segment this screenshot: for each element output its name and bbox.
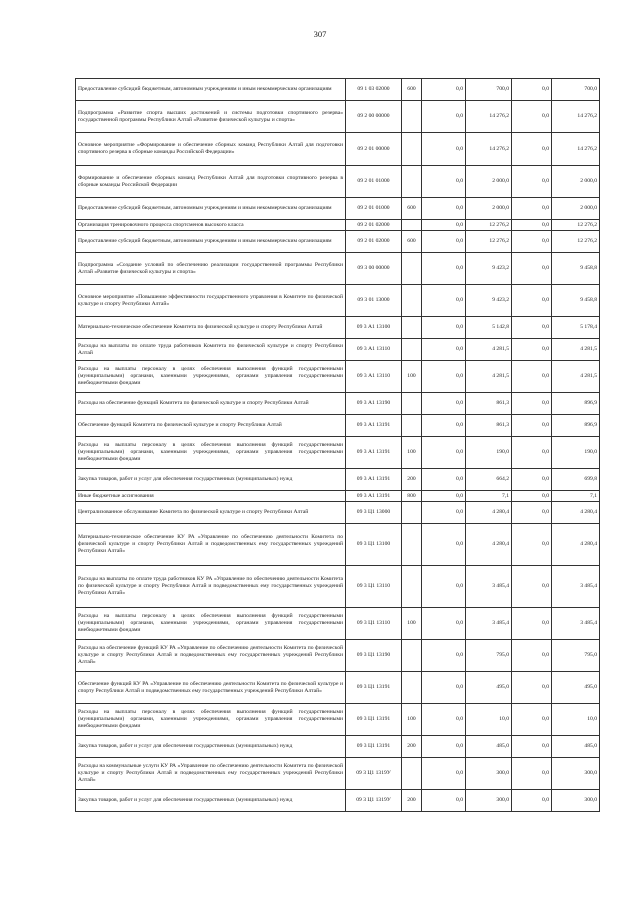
row-value-cell: 699,8 — [552, 469, 600, 491]
row-value-cell: 0,0 — [422, 166, 466, 198]
row-value-cell: 9 423,2 — [466, 253, 512, 285]
row-expense-type-cell: 100 — [402, 608, 422, 640]
row-value-cell: 0,0 — [512, 640, 552, 672]
row-name-cell: Основное мероприятие «Повышение эффективности государственного управления в Комитете по физической культуре и спорту Республики Алтай» — [76, 285, 346, 317]
row-expense-type-cell — [402, 566, 422, 608]
row-name-cell: Подпрограмма «Создание условий по обеспечению реализации государственной программы Республики Алтай «Развитие физической культуры и спорта» — [76, 253, 346, 285]
row-value-cell: 0,0 — [422, 704, 466, 736]
row-code-cell: 09 3 Ц1 13190 — [346, 640, 402, 672]
row-name-cell: Расходы на выплаты по оплате труда работников КУ РА «Управление по обеспечению деятельности Комитета по физической культуре и спорту Республики Алтай и подведомственных ему государственных учреждений Республики Алтай» — [76, 566, 346, 608]
row-value-cell: 2 000,0 — [552, 166, 600, 198]
table-row — [76, 608, 600, 640]
row-expense-type-cell — [402, 758, 422, 790]
row-value-cell: 0,0 — [422, 79, 466, 101]
row-code-cell: 09 2 00 00000 — [346, 101, 402, 133]
row-code-cell: 09 2 01 02000 — [346, 220, 402, 231]
row-expense-type-cell — [402, 393, 422, 415]
row-value-cell: 795,0 — [466, 640, 512, 672]
row-name-cell: Материально-техническое обеспечение Комитета по физической культуре и спорту Республики Алтай — [76, 317, 346, 339]
row-name-cell: Материально-техническое обеспечение КУ РА «Управление по обеспечению деятельности Комитета по физической культуре и спорту Республики Алтай и подведомственных ему государственных учреждений Республики Алтай» — [76, 524, 346, 566]
row-value-cell: 861,3 — [466, 393, 512, 415]
row-name-cell: Расходы на выплаты по оплате труда работников Комитета по физической культуре и спорту Республики Алтай — [76, 339, 346, 361]
row-code-cell: 09 3 А1 13191 — [346, 437, 402, 469]
row-name-cell: Централизованное обслуживание Комитета по физической культуре и спорту Республики Алтай — [76, 502, 346, 524]
row-value-cell: 0,0 — [512, 79, 552, 101]
row-value-cell: 0,0 — [512, 285, 552, 317]
row-name-cell: Подпрограмма «Развитие спорта высших достижений и системы подготовки спортивного резерва» государственной программы Республики Алтай «Развитие физической культуры и спорта» — [76, 101, 346, 133]
row-value-cell: 12 276,2 — [466, 220, 512, 231]
table-row — [76, 640, 600, 672]
table-row — [76, 566, 600, 608]
row-value-cell: 485,0 — [552, 736, 600, 758]
row-value-cell: 12 276,2 — [552, 231, 600, 253]
table-row — [76, 437, 600, 469]
row-value-cell: 0,0 — [422, 672, 466, 704]
row-code-cell: 09 3 Ц1 1319У — [346, 790, 402, 812]
row-expense-type-cell: 800 — [402, 491, 422, 502]
row-expense-type-cell — [402, 502, 422, 524]
table-row — [76, 220, 600, 231]
table-row — [76, 790, 600, 812]
row-name-cell: Предоставление субсидий бюджетным, автономным учреждениям и иным некоммерческим организациям — [76, 79, 346, 101]
row-code-cell: 09 3 Ц1 13100 — [346, 524, 402, 566]
row-value-cell: 10,0 — [552, 704, 600, 736]
row-code-cell: 09 1 03 02000 — [346, 79, 402, 101]
budget-table — [75, 78, 600, 812]
row-value-cell: 0,0 — [422, 415, 466, 437]
row-value-cell: 0,0 — [512, 704, 552, 736]
table-row — [76, 231, 600, 253]
table-row — [76, 469, 600, 491]
row-value-cell: 0,0 — [422, 285, 466, 317]
row-code-cell: 09 3 А1 13110 — [346, 339, 402, 361]
row-value-cell: 485,0 — [466, 736, 512, 758]
row-value-cell: 0,0 — [422, 101, 466, 133]
row-value-cell: 2 000,0 — [552, 198, 600, 220]
row-expense-type-cell — [402, 415, 422, 437]
row-code-cell: 09 2 01 00000 — [346, 133, 402, 166]
table-row — [76, 198, 600, 220]
row-value-cell: 0,0 — [422, 640, 466, 672]
row-value-cell: 0,0 — [422, 790, 466, 812]
row-value-cell: 7,1 — [466, 491, 512, 502]
row-value-cell: 12 276,2 — [552, 220, 600, 231]
row-code-cell: 09 3 Ц1 13110 — [346, 566, 402, 608]
row-value-cell: 0,0 — [512, 361, 552, 393]
row-expense-type-cell: 200 — [402, 469, 422, 491]
row-value-cell: 3 485,4 — [466, 608, 512, 640]
row-code-cell: 09 2 01 02000 — [346, 231, 402, 253]
row-value-cell: 0,0 — [422, 361, 466, 393]
row-value-cell: 0,0 — [512, 101, 552, 133]
row-name-cell: Закупка товаров, работ и услуг для обеспечения государственных (муниципальных) нужд — [76, 736, 346, 758]
row-value-cell: 0,0 — [512, 220, 552, 231]
row-name-cell: Расходы на коммунальные услуги КУ РА «Управление по обеспечению деятельности Комитета по физической культуре и спорту Республики Алтай и подведомственных ему государственных учреждений Республики Алтай» — [76, 758, 346, 790]
row-value-cell: 0,0 — [512, 166, 552, 198]
row-expense-type-cell: 600 — [402, 231, 422, 253]
row-expense-type-cell — [402, 166, 422, 198]
row-value-cell: 0,0 — [512, 672, 552, 704]
row-value-cell: 14 276,2 — [466, 101, 512, 133]
row-value-cell: 10,0 — [466, 704, 512, 736]
row-value-cell: 0,0 — [422, 502, 466, 524]
row-value-cell: 0,0 — [422, 253, 466, 285]
row-expense-type-cell — [402, 672, 422, 704]
row-expense-type-cell: 200 — [402, 790, 422, 812]
row-value-cell: 4 280,4 — [552, 524, 600, 566]
table-row — [76, 339, 600, 361]
row-expense-type-cell — [402, 285, 422, 317]
row-value-cell: 2 000,0 — [466, 198, 512, 220]
row-code-cell: 09 3 А1 13191 — [346, 491, 402, 502]
table-row — [76, 393, 600, 415]
row-code-cell: 09 3 А1 13190 — [346, 393, 402, 415]
row-value-cell: 0,0 — [512, 415, 552, 437]
row-code-cell: 09 3 00 00000 — [346, 253, 402, 285]
row-value-cell: 3 485,4 — [552, 608, 600, 640]
row-value-cell: 4 280,4 — [466, 502, 512, 524]
table-row — [76, 317, 600, 339]
row-value-cell: 12 276,2 — [466, 231, 512, 253]
row-code-cell: 09 3 А1 13191 — [346, 415, 402, 437]
row-code-cell: 09 3 Ц1 13191 — [346, 672, 402, 704]
row-value-cell: 0,0 — [422, 566, 466, 608]
row-value-cell: 0,0 — [422, 524, 466, 566]
row-value-cell: 896,9 — [552, 393, 600, 415]
row-name-cell: Обеспечение функций Комитета по физической культуре и спорту Республики Алтай — [76, 415, 346, 437]
row-value-cell: 0,0 — [512, 339, 552, 361]
table-row — [76, 491, 600, 502]
row-value-cell: 0,0 — [422, 608, 466, 640]
row-value-cell: 4 280,4 — [552, 502, 600, 524]
row-code-cell: 09 3 А1 13110 — [346, 361, 402, 393]
row-expense-type-cell — [402, 133, 422, 166]
row-value-cell: 700,0 — [466, 79, 512, 101]
row-name-cell: Закупка товаров, работ и услуг для обеспечения государственных (муниципальных) нужд — [76, 469, 346, 491]
row-value-cell: 896,9 — [552, 415, 600, 437]
row-value-cell: 0,0 — [422, 339, 466, 361]
row-value-cell: 0,0 — [512, 736, 552, 758]
row-value-cell: 0,0 — [512, 231, 552, 253]
row-name-cell: Формирование и обеспечение сборных команд Республики Алтай для подготовки спортивного резерва в сборные команды Российской Федерации — [76, 166, 346, 198]
table-row — [76, 285, 600, 317]
row-code-cell: 09 3 А1 13191 — [346, 469, 402, 491]
row-value-cell: 795,0 — [552, 640, 600, 672]
row-value-cell: 0,0 — [512, 253, 552, 285]
row-value-cell: 300,0 — [466, 758, 512, 790]
row-value-cell: 495,0 — [466, 672, 512, 704]
table-row — [76, 101, 600, 133]
row-value-cell: 0,0 — [422, 220, 466, 231]
row-value-cell: 0,0 — [512, 198, 552, 220]
row-value-cell: 0,0 — [422, 393, 466, 415]
row-value-cell: 190,0 — [466, 437, 512, 469]
row-value-cell: 700,0 — [552, 79, 600, 101]
row-value-cell: 0,0 — [422, 317, 466, 339]
row-expense-type-cell — [402, 220, 422, 231]
row-expense-type-cell — [402, 640, 422, 672]
row-name-cell: Расходы на выплаты персоналу в целях обеспечения выполнения функций государственными (муниципальными) органами, казенными учреждениями, органами управления государственными внебюджетными фондами — [76, 437, 346, 469]
row-value-cell: 0,0 — [422, 231, 466, 253]
table-row — [76, 704, 600, 736]
row-expense-type-cell — [402, 339, 422, 361]
table-row — [76, 79, 600, 101]
row-value-cell: 14 276,2 — [552, 101, 600, 133]
row-value-cell: 0,0 — [512, 133, 552, 166]
row-name-cell: Расходы на выплаты персоналу в целях обеспечения выполнения функций государственными (муниципальными) органами, казенными учреждениями, органами управления государственными внебюджетными фондами — [76, 361, 346, 393]
row-value-cell: 9 458,8 — [552, 253, 600, 285]
row-value-cell: 0,0 — [512, 317, 552, 339]
row-expense-type-cell: 200 — [402, 736, 422, 758]
row-value-cell: 0,0 — [512, 524, 552, 566]
row-expense-type-cell — [402, 317, 422, 339]
row-value-cell: 7,1 — [552, 491, 600, 502]
row-value-cell: 0,0 — [512, 469, 552, 491]
row-code-cell: 09 3 Ц1 13191 — [346, 704, 402, 736]
row-name-cell: Иные бюджетные ассигнования — [76, 491, 346, 502]
budget-table-body — [76, 79, 600, 812]
row-value-cell: 0,0 — [512, 608, 552, 640]
table-row — [76, 524, 600, 566]
row-name-cell: Предоставление субсидий бюджетным, автономным учреждениям и иным некоммерческим организациям — [76, 198, 346, 220]
row-value-cell: 4 281,5 — [552, 361, 600, 393]
row-value-cell: 0,0 — [422, 133, 466, 166]
row-code-cell: 09 2 01 01000 — [346, 166, 402, 198]
table-row — [76, 736, 600, 758]
table-row — [76, 502, 600, 524]
row-expense-type-cell: 100 — [402, 437, 422, 469]
row-value-cell: 4 280,4 — [466, 524, 512, 566]
table-row — [76, 253, 600, 285]
row-value-cell: 0,0 — [512, 566, 552, 608]
row-expense-type-cell: 600 — [402, 198, 422, 220]
row-expense-type-cell — [402, 253, 422, 285]
row-value-cell: 0,0 — [422, 437, 466, 469]
row-value-cell: 300,0 — [466, 790, 512, 812]
row-value-cell: 14 276,2 — [466, 133, 512, 166]
row-value-cell: 0,0 — [512, 491, 552, 502]
row-value-cell: 2 000,0 — [466, 166, 512, 198]
row-value-cell: 664,2 — [466, 469, 512, 491]
row-value-cell: 5 142,8 — [466, 317, 512, 339]
row-code-cell: 09 3 Ц1 13000 — [346, 502, 402, 524]
row-code-cell: 09 3 01 13000 — [346, 285, 402, 317]
table-row — [76, 758, 600, 790]
row-name-cell: Расходы на обеспечение функций Комитета по физической культуре и спорту Республики Алтай — [76, 393, 346, 415]
table-row — [76, 415, 600, 437]
row-name-cell: Расходы на обеспечение функций КУ РА «Управление по обеспечению деятельности Комитета по физической культуре и спорту Республики Алтай и подведомственных ему государственных учреждений Республики Алтай» — [76, 640, 346, 672]
row-value-cell: 3 485,4 — [552, 566, 600, 608]
row-value-cell: 0,0 — [422, 736, 466, 758]
row-value-cell: 0,0 — [422, 758, 466, 790]
row-value-cell: 0,0 — [422, 469, 466, 491]
row-expense-type-cell: 600 — [402, 79, 422, 101]
row-value-cell: 3 485,4 — [466, 566, 512, 608]
page-number: 307 — [313, 29, 327, 39]
table-row — [76, 361, 600, 393]
row-value-cell: 0,0 — [512, 393, 552, 415]
row-value-cell: 4 281,5 — [552, 339, 600, 361]
table-row — [76, 133, 600, 166]
row-value-cell: 5 178,4 — [552, 317, 600, 339]
row-value-cell: 0,0 — [422, 198, 466, 220]
row-value-cell: 4 281,5 — [466, 361, 512, 393]
row-value-cell: 0,0 — [512, 790, 552, 812]
row-expense-type-cell — [402, 101, 422, 133]
row-expense-type-cell: 100 — [402, 704, 422, 736]
row-name-cell: Обеспечение функций КУ РА «Управление по обеспечению деятельности Комитета по физической культуре и спорту Республики Алтай и подведомственных ему государственных учреждений Республики Алтай» — [76, 672, 346, 704]
row-code-cell: 09 3 А1 13100 — [346, 317, 402, 339]
row-code-cell: 09 2 01 01000 — [346, 198, 402, 220]
table-row — [76, 166, 600, 198]
row-value-cell: 0,0 — [512, 502, 552, 524]
row-value-cell: 4 281,5 — [466, 339, 512, 361]
row-name-cell: Закупка товаров, работ и услуг для обеспечения государственных (муниципальных) нужд — [76, 790, 346, 812]
row-expense-type-cell — [402, 524, 422, 566]
row-value-cell: 9 458,8 — [552, 285, 600, 317]
row-name-cell: Организация тренировочного процесса спортсменов высокого класса — [76, 220, 346, 231]
row-code-cell: 09 3 Ц1 13110 — [346, 608, 402, 640]
row-value-cell: 14 276,2 — [552, 133, 600, 166]
row-value-cell: 190,0 — [552, 437, 600, 469]
row-value-cell: 495,0 — [552, 672, 600, 704]
row-name-cell: Расходы на выплаты персоналу в целях обеспечения выполнения функций государственными (муниципальными) органами, казенными учреждениями, органами управления государственными внебюджетными фондами — [76, 704, 346, 736]
row-value-cell: 0,0 — [512, 758, 552, 790]
row-value-cell: 0,0 — [512, 437, 552, 469]
row-expense-type-cell: 100 — [402, 361, 422, 393]
row-name-cell: Предоставление субсидий бюджетным, автономным учреждениям и иным некоммерческим организациям — [76, 231, 346, 253]
row-value-cell: 0,0 — [422, 491, 466, 502]
row-value-cell: 861,3 — [466, 415, 512, 437]
row-value-cell: 9 423,2 — [466, 285, 512, 317]
row-code-cell: 09 3 Ц1 13191 — [346, 736, 402, 758]
row-name-cell: Расходы на выплаты персоналу в целях обеспечения выполнения функций государственными (муниципальными) органами, казенными учреждениями, органами управления государственными внебюджетными фондами — [76, 608, 346, 640]
table-row — [76, 672, 600, 704]
row-value-cell: 300,0 — [552, 790, 600, 812]
row-name-cell: Основное мероприятие «Формирование и обеспечение сборных команд Республики Алтай для подготовки спортивного резерва в сборные команды Российской Федерации» — [76, 133, 346, 166]
row-code-cell: 09 3 Ц1 1319У — [346, 758, 402, 790]
row-value-cell: 300,0 — [552, 758, 600, 790]
